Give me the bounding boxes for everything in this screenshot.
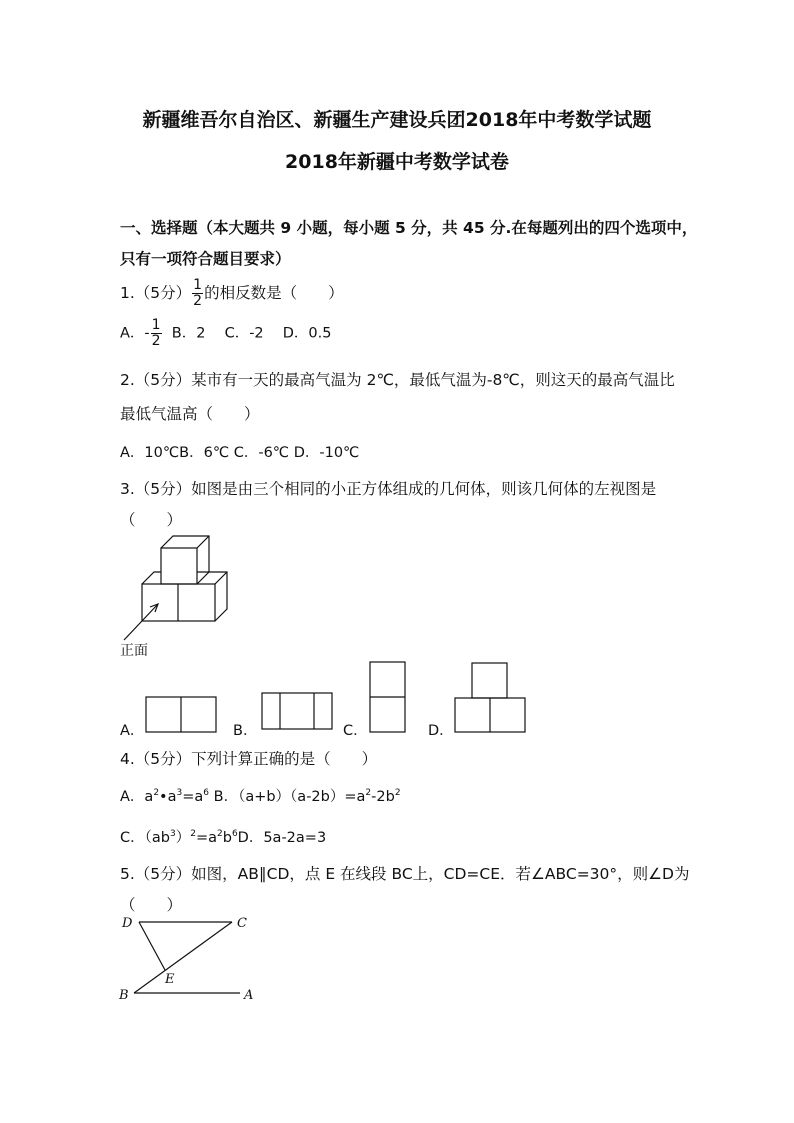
label-e: E	[165, 972, 175, 987]
line-cb	[134, 922, 232, 993]
q4-d-part: D．5a-2a=3	[237, 830, 327, 846]
q4-b-mid: -2b	[371, 789, 395, 805]
q4-a-exp2: 3	[176, 788, 183, 799]
q4-c-eq: =a	[195, 830, 217, 846]
line-de	[139, 922, 165, 970]
label-b: B	[119, 988, 129, 1003]
q4-c-exp3: 2	[216, 829, 223, 840]
fraction-numerator: 1	[151, 317, 161, 333]
q4-a-exp1: 2	[153, 788, 160, 799]
label-a: A	[244, 988, 254, 1003]
q4-c-exp4: 6	[231, 829, 238, 840]
question-5-line2: （ ）	[120, 896, 183, 914]
front-label: 正面	[120, 643, 148, 659]
q3-option-b-label: B．	[233, 723, 258, 739]
q3-option-a-label: A．	[120, 723, 145, 739]
question-2-line2: 最低气温高（ ）	[120, 405, 260, 423]
question-3-line1: 3.（5分）如图是由三个相同的小正方体组成的几何体，则该几何体的左视图是	[120, 480, 657, 498]
q4-a-exp3: 6	[203, 788, 210, 799]
q4-a-mid: •a	[159, 789, 177, 805]
question-4-line1: 4.（5分）下列计算正确的是（ ）	[120, 750, 378, 768]
q4-c-exp2: 2	[190, 829, 196, 840]
question-1-suffix: 的相反数是（ ）	[204, 284, 344, 302]
question-5-line1: 5.（5分）如图，AB∥CD，点 E 在线段 BC上，CD=CE．若∠ABC=30°，则∠D为	[120, 865, 690, 883]
q4-b-exp2: 2	[394, 788, 401, 799]
page-title: 新疆维吾尔自治区、新疆生产建设兵团2018年中考数学试题	[142, 109, 652, 131]
label-d: D	[122, 916, 133, 931]
fraction-denominator: 2	[151, 333, 161, 349]
fraction-numerator: 1	[193, 277, 203, 293]
question-2-line1: 2.（5分）某市有一天的最高气温为 2℃，最低气温为-8℃，则这天的最高气温比	[120, 371, 675, 389]
q4-b-part: B．（a+b）（a-2b）=a	[209, 789, 366, 805]
section-heading-line1: 一、选择题（本大题共 9 小题，每小题 5 分，共 45 分.在每题列出的四个选项中，	[120, 219, 698, 237]
q3-option-d-label: D．	[428, 723, 454, 739]
q4-a-eq: =a	[182, 789, 204, 805]
question-3-line2: （ ）	[120, 511, 183, 529]
q3-option-c-label: C．	[343, 723, 368, 739]
q4-a-part: A．a	[120, 789, 154, 805]
label-c: C	[237, 916, 247, 931]
q4-b-exp1: 2	[365, 788, 372, 799]
q4-c-exp1: 3	[169, 829, 176, 840]
q4-c-b: b	[222, 830, 232, 846]
option-a-label: A．-	[120, 325, 150, 342]
question-1-prefix: 1.（5分）	[120, 284, 192, 302]
options-bcd: B．2 C．-2 D．0.5	[171, 325, 332, 342]
question-2-options: A．10℃B．6℃ C．-6℃ D．-10℃	[120, 445, 360, 461]
q4-c-start: C．（ab	[120, 830, 170, 846]
section-heading-line2: 只有一项符合题目要求）	[120, 250, 291, 268]
page-subtitle: 2018年新疆中考数学试卷	[285, 151, 509, 173]
q4-c-close: ）	[175, 830, 191, 846]
fraction-denominator: 2	[193, 293, 203, 309]
